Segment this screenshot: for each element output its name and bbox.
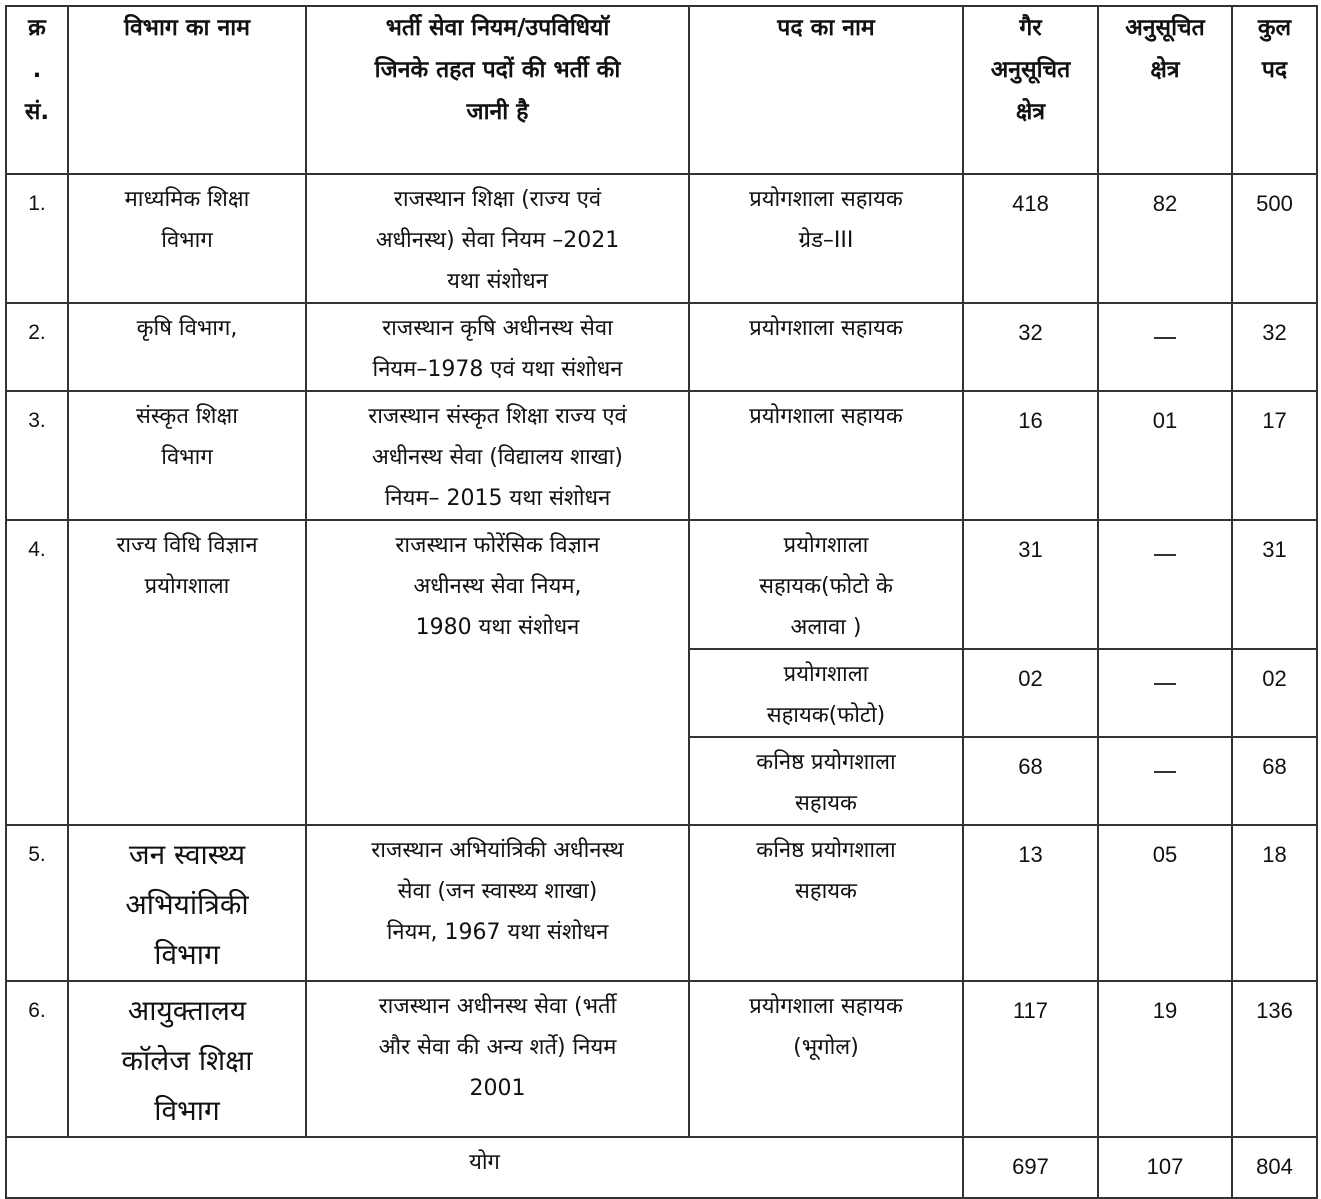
department-name-line: विभाग [161, 228, 213, 253]
scheduled-count [1098, 737, 1232, 825]
service-rules [306, 520, 689, 825]
table-row [6, 303, 1317, 391]
service-rules-line: अधीनस्थ सेवा (विद्यालय शाखा) [372, 445, 623, 470]
service-rules [306, 174, 689, 303]
service-rules [306, 981, 689, 1137]
serial-number: 3. [6, 391, 68, 520]
service-rules-line: राजस्थान फोरेंसिक विज्ञान [395, 533, 600, 558]
total-row [6, 1137, 1317, 1198]
post-name-line: प्रयोगशाला सहायक [749, 316, 903, 341]
department-name [68, 520, 306, 825]
serial-number: 4. [6, 520, 68, 825]
scheduled-count [1098, 520, 1232, 649]
department-name-line: संस्कृत शिक्षा [136, 404, 238, 429]
service-rules-line: और सेवा की अन्य शर्ते) नियम [378, 1035, 617, 1060]
department-name [68, 825, 306, 981]
post-name-line: प्रयोगशाला सहायक [749, 187, 903, 212]
header-post: पद का नाम [689, 6, 963, 174]
dash-value [1176, 529, 1177, 530]
service-rules [306, 825, 689, 981]
header-scheduled-line: क्षेत्र [1150, 57, 1180, 83]
department-name [68, 174, 306, 303]
post-name [689, 737, 963, 825]
dash-mark [1154, 337, 1176, 339]
service-rules-line: राजस्थान अभियांत्रिकी अधीनस्थ [371, 838, 624, 863]
post-name [689, 391, 963, 520]
post-name [689, 303, 963, 391]
department-name-line: प्रयोगशाला [144, 574, 230, 599]
serial-number: 2. [6, 303, 68, 391]
post-name [689, 825, 963, 981]
post-name-line: सहायक(फोटो के [759, 574, 893, 599]
non-scheduled-count: 32 [963, 303, 1098, 391]
department-name [68, 981, 306, 1137]
department-name [68, 391, 306, 520]
serial-number: 5. [6, 825, 68, 981]
scheduled-count [1098, 649, 1232, 737]
serial-number: 1. [6, 174, 68, 303]
scheduled-count: 82 [1098, 174, 1232, 303]
post-name-line: सहायक [795, 879, 857, 904]
service-rules [306, 391, 689, 520]
table-row [6, 825, 1317, 981]
total-count: 68 [1232, 737, 1317, 825]
total-total: 804 [1232, 1137, 1317, 1198]
header-non-scheduled-line: क्षेत्र [1015, 99, 1046, 125]
service-rules-line: अधीनस्थ सेवा नियम, [413, 574, 582, 599]
header-department: विभाग का नाम [68, 6, 306, 174]
table-row [6, 391, 1317, 520]
table-row [6, 981, 1317, 1137]
dash-mark [1154, 683, 1176, 685]
non-scheduled-count: 418 [963, 174, 1098, 303]
header-row [6, 6, 1317, 174]
dash-value [1176, 312, 1177, 313]
department-name-line: अभियांत्रिकी [125, 888, 249, 921]
header-rules-line: जानी है [466, 99, 529, 125]
header-non-scheduled-line: गैर [1019, 15, 1042, 41]
recruitment-posts-table [5, 5, 1318, 1199]
service-rules-line: राजस्थान अधीनस्थ सेवा (भर्ती [378, 994, 617, 1019]
non-scheduled-count: 16 [963, 391, 1098, 520]
non-scheduled-count: 117 [963, 981, 1098, 1137]
department-name-line: कॉलेज शिक्षा [121, 1044, 253, 1077]
header-total [1232, 6, 1317, 174]
service-rules [306, 303, 689, 391]
post-name-line: (भूगोल) [793, 1035, 859, 1060]
post-name-line: अलावा ) [790, 615, 862, 640]
scheduled-count: 01 [1098, 391, 1232, 520]
department-name-line: कृषि विभाग, [136, 316, 238, 341]
non-scheduled-count: 68 [963, 737, 1098, 825]
header-scheduled-line: अनुसूचित [1125, 15, 1205, 41]
post-name-line: प्रयोगशाला [783, 662, 869, 687]
dash-mark [1154, 554, 1176, 556]
scheduled-count: 19 [1098, 981, 1232, 1137]
department-name [68, 303, 306, 391]
service-rules-line: नियम–1978 एवं यथा संशोधन [372, 357, 623, 382]
post-name-line: कनिष्ठ प्रयोगशाला [756, 838, 896, 863]
department-name-line: विभाग [154, 1094, 220, 1127]
service-rules-line: यथा संशोधन [447, 269, 548, 294]
dash-value [1176, 746, 1177, 747]
total-scheduled: 107 [1098, 1137, 1232, 1198]
header-rules-line: भर्ती सेवा नियम/उपविधियॉ [385, 15, 610, 41]
non-scheduled-count: 31 [963, 520, 1098, 649]
scheduled-count: 05 [1098, 825, 1232, 981]
post-name-line: कनिष्ठ प्रयोगशाला [756, 750, 896, 775]
header-serial-line: क्र [28, 15, 46, 41]
post-name-line: प्रयोगशाला सहायक [749, 404, 903, 429]
total-non-scheduled: 697 [963, 1137, 1098, 1198]
total-count: 136 [1232, 981, 1317, 1137]
post-name [689, 649, 963, 737]
header-total-line: कुल [1257, 15, 1292, 41]
post-name-line: प्रयोगशाला [783, 533, 869, 558]
post-name-line: सहायक(फोटो) [766, 703, 886, 728]
service-rules-line: राजस्थान संस्कृत शिक्षा राज्य एवं [368, 404, 627, 429]
post-name-line: सहायक [795, 791, 857, 816]
service-rules-line: राजस्थान शिक्षा (राज्य एवं [393, 187, 602, 212]
total-count: 32 [1232, 303, 1317, 391]
header-serial-line: सं. [24, 99, 50, 125]
total-label: योग [6, 1137, 963, 1198]
total-count: 31 [1232, 520, 1317, 649]
service-rules-line: नियम, 1967 यथा संशोधन [386, 920, 609, 945]
dash-value [1176, 658, 1177, 659]
department-name-line: आयुक्तालय [127, 994, 247, 1027]
header-serial-line: . [32, 57, 42, 83]
post-name-line: ग्रेड–III [798, 228, 854, 253]
non-scheduled-count: 13 [963, 825, 1098, 981]
total-count: 500 [1232, 174, 1317, 303]
service-rules-line: 2001 [469, 1076, 526, 1101]
department-name-line: जन स्वास्थ्य [128, 838, 246, 871]
service-rules-line: 1980 यथा संशोधन [415, 615, 580, 640]
department-name-line: राज्य विधि विज्ञान [116, 533, 258, 558]
department-name-line: माध्यमिक शिक्षा [124, 187, 250, 212]
scheduled-count [1098, 303, 1232, 391]
header-rules [306, 6, 689, 174]
header-rules-line: जिनके तहत पदों की भर्ती की [374, 57, 621, 83]
post-name [689, 520, 963, 649]
non-scheduled-count: 02 [963, 649, 1098, 737]
service-rules-line: नियम– 2015 यथा संशोधन [384, 486, 611, 511]
department-name-line: विभाग [161, 445, 213, 470]
post-name [689, 981, 963, 1137]
header-non-scheduled [963, 6, 1098, 174]
service-rules-line: राजस्थान कृषि अधीनस्थ सेवा [382, 316, 613, 341]
service-rules-line: अधीनस्थ) सेवा नियम –2021 [375, 228, 620, 253]
table-row [6, 520, 1317, 649]
post-name-line: प्रयोगशाला सहायक [749, 994, 903, 1019]
dash-mark [1154, 771, 1176, 773]
header-total-line: पद [1261, 57, 1288, 83]
header-non-scheduled-line: अनुसूचित [990, 57, 1071, 83]
total-count: 17 [1232, 391, 1317, 520]
header-scheduled [1098, 6, 1232, 174]
total-count: 02 [1232, 649, 1317, 737]
department-name-line: विभाग [154, 938, 220, 971]
post-name [689, 174, 963, 303]
service-rules-line: सेवा (जन स्वास्थ्य शाखा) [397, 879, 598, 904]
serial-number: 6. [6, 981, 68, 1137]
table-row [6, 174, 1317, 303]
total-count: 18 [1232, 825, 1317, 981]
header-serial [6, 6, 68, 174]
